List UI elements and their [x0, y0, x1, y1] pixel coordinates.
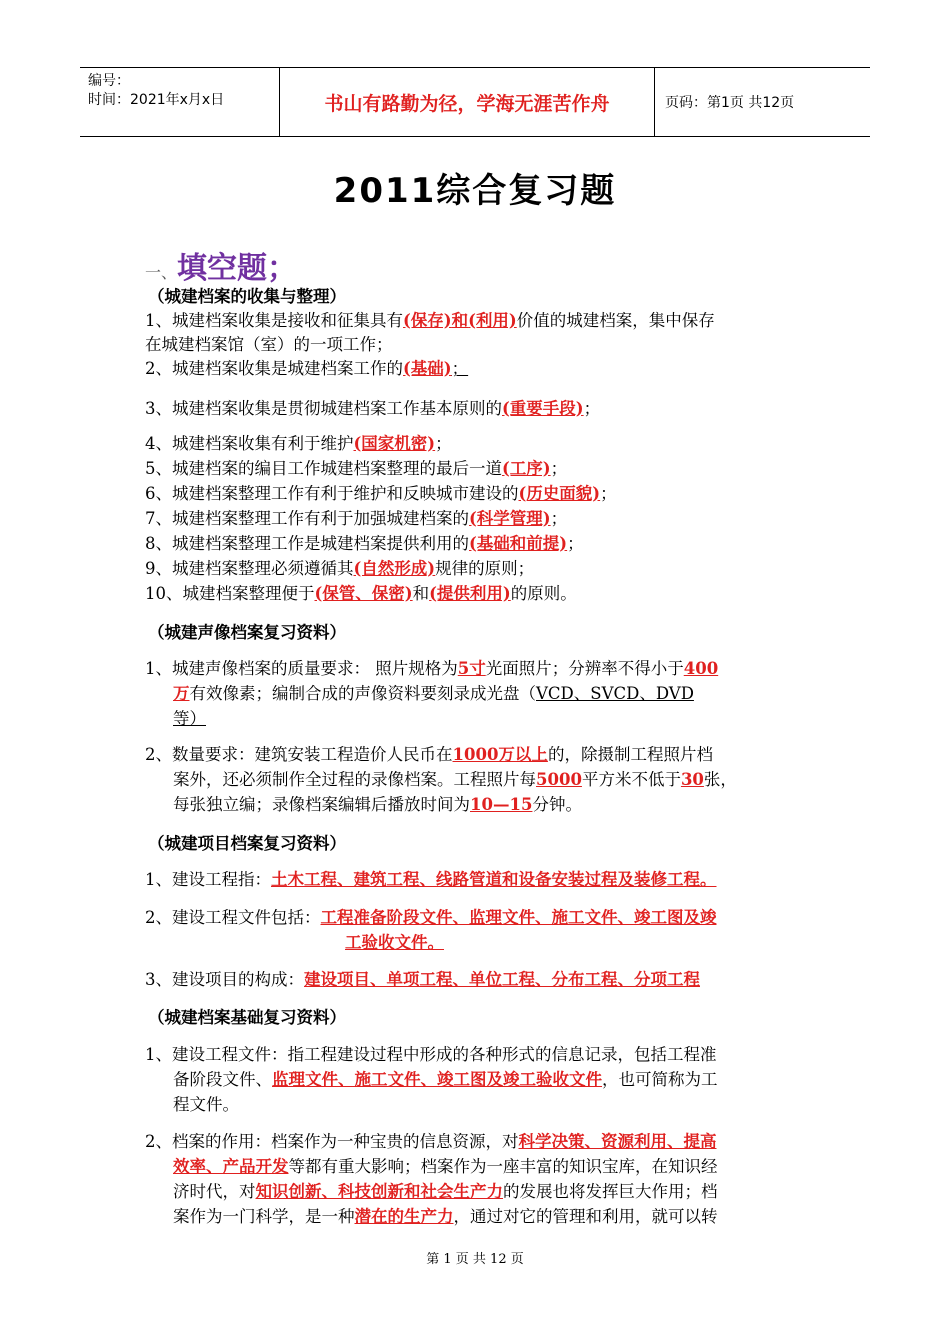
item-1: 1、城建档案收集是接收和征集具有(保存)和(利用)价值的城建档案，集中保存 [145, 311, 715, 330]
page-header [80, 67, 870, 137]
basic-item-2-l3: 济时代，对知识创新、科技创新和社会生产力的发展也将发挥巨大作用；档 [173, 1182, 718, 1201]
proj-item-2-cont: 工验收文件。 [345, 933, 444, 952]
basic-item-2-l2: 效率、产品开发等都有重大影响；档案作为一座丰富的知识宝库，在知识经 [173, 1157, 718, 1176]
item-8: 8、城建档案整理工作是城建档案提供利用的(基础和前提)； [145, 534, 584, 553]
item-2: 2、城建档案收集是城建档案工作的(基础)； [145, 359, 469, 378]
header-number: 编号： [88, 73, 130, 89]
section-heading [145, 243, 297, 287]
item-9: 9、城建档案整理必须遵循其(自然形成)规律的原则； [145, 559, 535, 578]
av-item-1-cont: 万有效像素；编制合成的声像资料要刻录成光盘（VCD、SVCD、DVD [173, 684, 694, 703]
subheading-collection: （城建档案的收集与整理） [148, 287, 346, 306]
av-item-2: 2、数量要求：建筑安装工程造价人民币在1000万以上的，除摄制工程照片档 [145, 745, 713, 764]
header-motto: 书山有路勤为径，学海无涯苦作舟 [280, 68, 655, 136]
item-5: 5、城建档案的编目工作城建档案整理的最后一道(工序)； [145, 459, 568, 478]
item-3: 3、城建档案收集是贯彻城建档案工作基本原则的(重要手段)； [145, 399, 601, 418]
av-item-1-end: 等） [173, 709, 206, 728]
basic-item-1: 1、建设工程文件：指工程建设过程中形成的各种形式的信息记录，包括工程准 [145, 1045, 717, 1064]
item-1-cont: 在城建档案馆（室）的一项工作； [145, 335, 393, 354]
header-meta [80, 68, 280, 136]
page-footer: 第 1 页 共 12 页 [426, 1252, 524, 1267]
av-item-2-cont: 案外，还必须制作全过程的录像档案。工程照片每5000平方米不低于30张， [173, 770, 737, 789]
av-item-1: 1、城建声像档案的质量要求： 照片规格为5寸光面照片；分辨率不得小于400 [145, 659, 719, 678]
basic-item-2-l4: 案作为一门科学，是一种潜在的生产力，通过对它的管理和利用，就可以转 [173, 1207, 718, 1226]
proj-item-2: 2、建设工程文件包括：工程准备阶段文件、监理文件、施工文件、竣工图及竣 [145, 908, 717, 927]
subheading-audiovisual: （城建声像档案复习资料） [148, 623, 346, 642]
item-7: 7、城建档案整理工作有利于加强城建档案的(科学管理)； [145, 509, 568, 528]
proj-item-3: 3、建设项目的构成：建设项目、单项工程、单位工程、分布工程、分项工程 [145, 970, 700, 989]
item-6: 6、城建档案整理工作有利于维护和反映城市建设的(历史面貌)； [145, 484, 617, 503]
document-title: 2011综合复习题 [333, 171, 617, 211]
basic-item-1-end: 程文件。 [173, 1095, 239, 1114]
proj-item-1: 1、建设工程指：土木工程、建筑工程、线路管道和设备安装过程及装修工程。 [145, 870, 717, 889]
basic-item-2: 2、档案的作用：档案作为一种宝贵的信息资源，对科学决策、资源利用、提高 [145, 1132, 717, 1151]
item-10: 10、城建档案整理便于(保管、保密)和(提供利用)的原则。 [145, 584, 577, 603]
section-title: 填空题； [177, 251, 298, 286]
header-page-info: 页码：第1页 共12页 [665, 95, 795, 111]
header-date: 时间：2021年x月x日 [88, 92, 225, 108]
av-item-2-end: 每张独立编；录像档案编辑后播放时间为10—15分钟。 [173, 795, 582, 814]
basic-item-1-cont: 备阶段文件、监理文件、施工文件、竣工图及竣工验收文件，也可简称为工 [173, 1070, 718, 1089]
section-number: 一、 [145, 263, 178, 282]
item-4: 4、城建档案收集有利于维护(国家机密)； [145, 434, 452, 453]
subheading-basics: （城建档案基础复习资料） [148, 1008, 346, 1027]
subheading-project: （城建项目档案复习资料） [148, 834, 346, 853]
